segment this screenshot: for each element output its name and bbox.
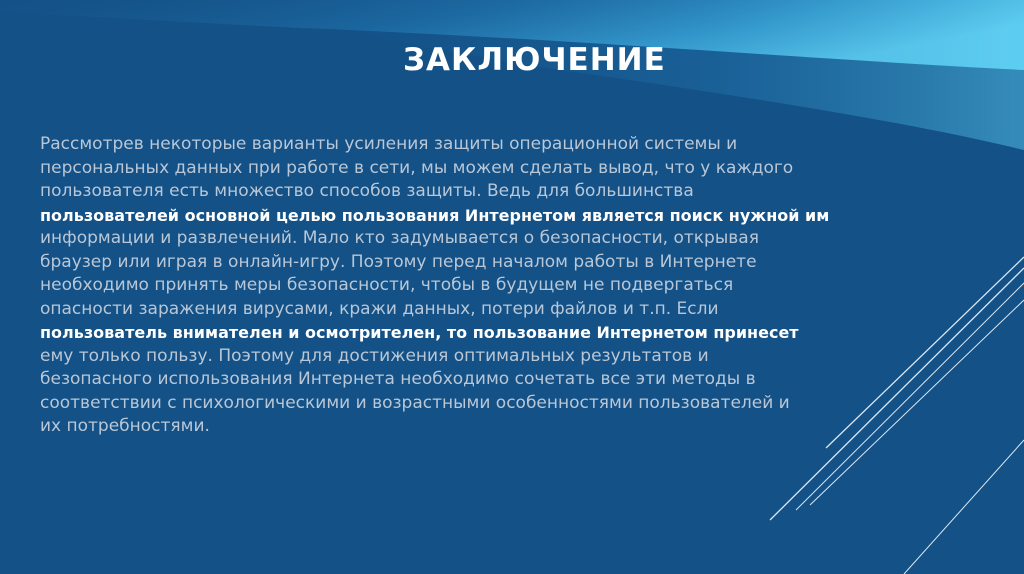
body-line: их потребностями.	[40, 416, 210, 436]
body-line: пользователя есть множество способов защиты. Ведь для большинства	[40, 181, 694, 201]
body-line: браузер или играя в онлайн-игру. Поэтому перед началом работы в Интернете	[40, 251, 757, 272]
body-line: информации и развлечений. Мало кто задумывается о безопасности, открывая	[40, 228, 759, 248]
slide-body-text	[40, 133, 870, 439]
body-line: опасности заражения вирусами, кражи данных, потери файлов и т.п. Если	[40, 298, 719, 319]
body-line: Рассмотрев некоторые варианты усиления защиты операционной системы и	[40, 134, 738, 154]
body-line: соответствии с психологическими и возрастными особенностями пользователей и	[40, 392, 790, 413]
body-line: безопасного использования Интернета необходимо сочетать все эти методы в	[40, 369, 756, 389]
body-line: персональных данных при работе в сети, мы можем сделать вывод, что у каждого	[40, 157, 794, 178]
slide-title: ЗАКЛЮЧЕНИЕ	[403, 42, 666, 78]
body-line: пользователь внимателен и осмотрителен, то пользование Интернетом принесет	[40, 323, 799, 342]
body-line: ему только пользу. Поэтому для достижения оптимальных результатов и	[40, 345, 709, 366]
body-line: необходимо принять меры безопасности, чтобы в будущем не подвергаться	[40, 275, 734, 295]
body-line: пользователей основной целью пользования Интернетом является поиск нужной им	[40, 205, 830, 225]
